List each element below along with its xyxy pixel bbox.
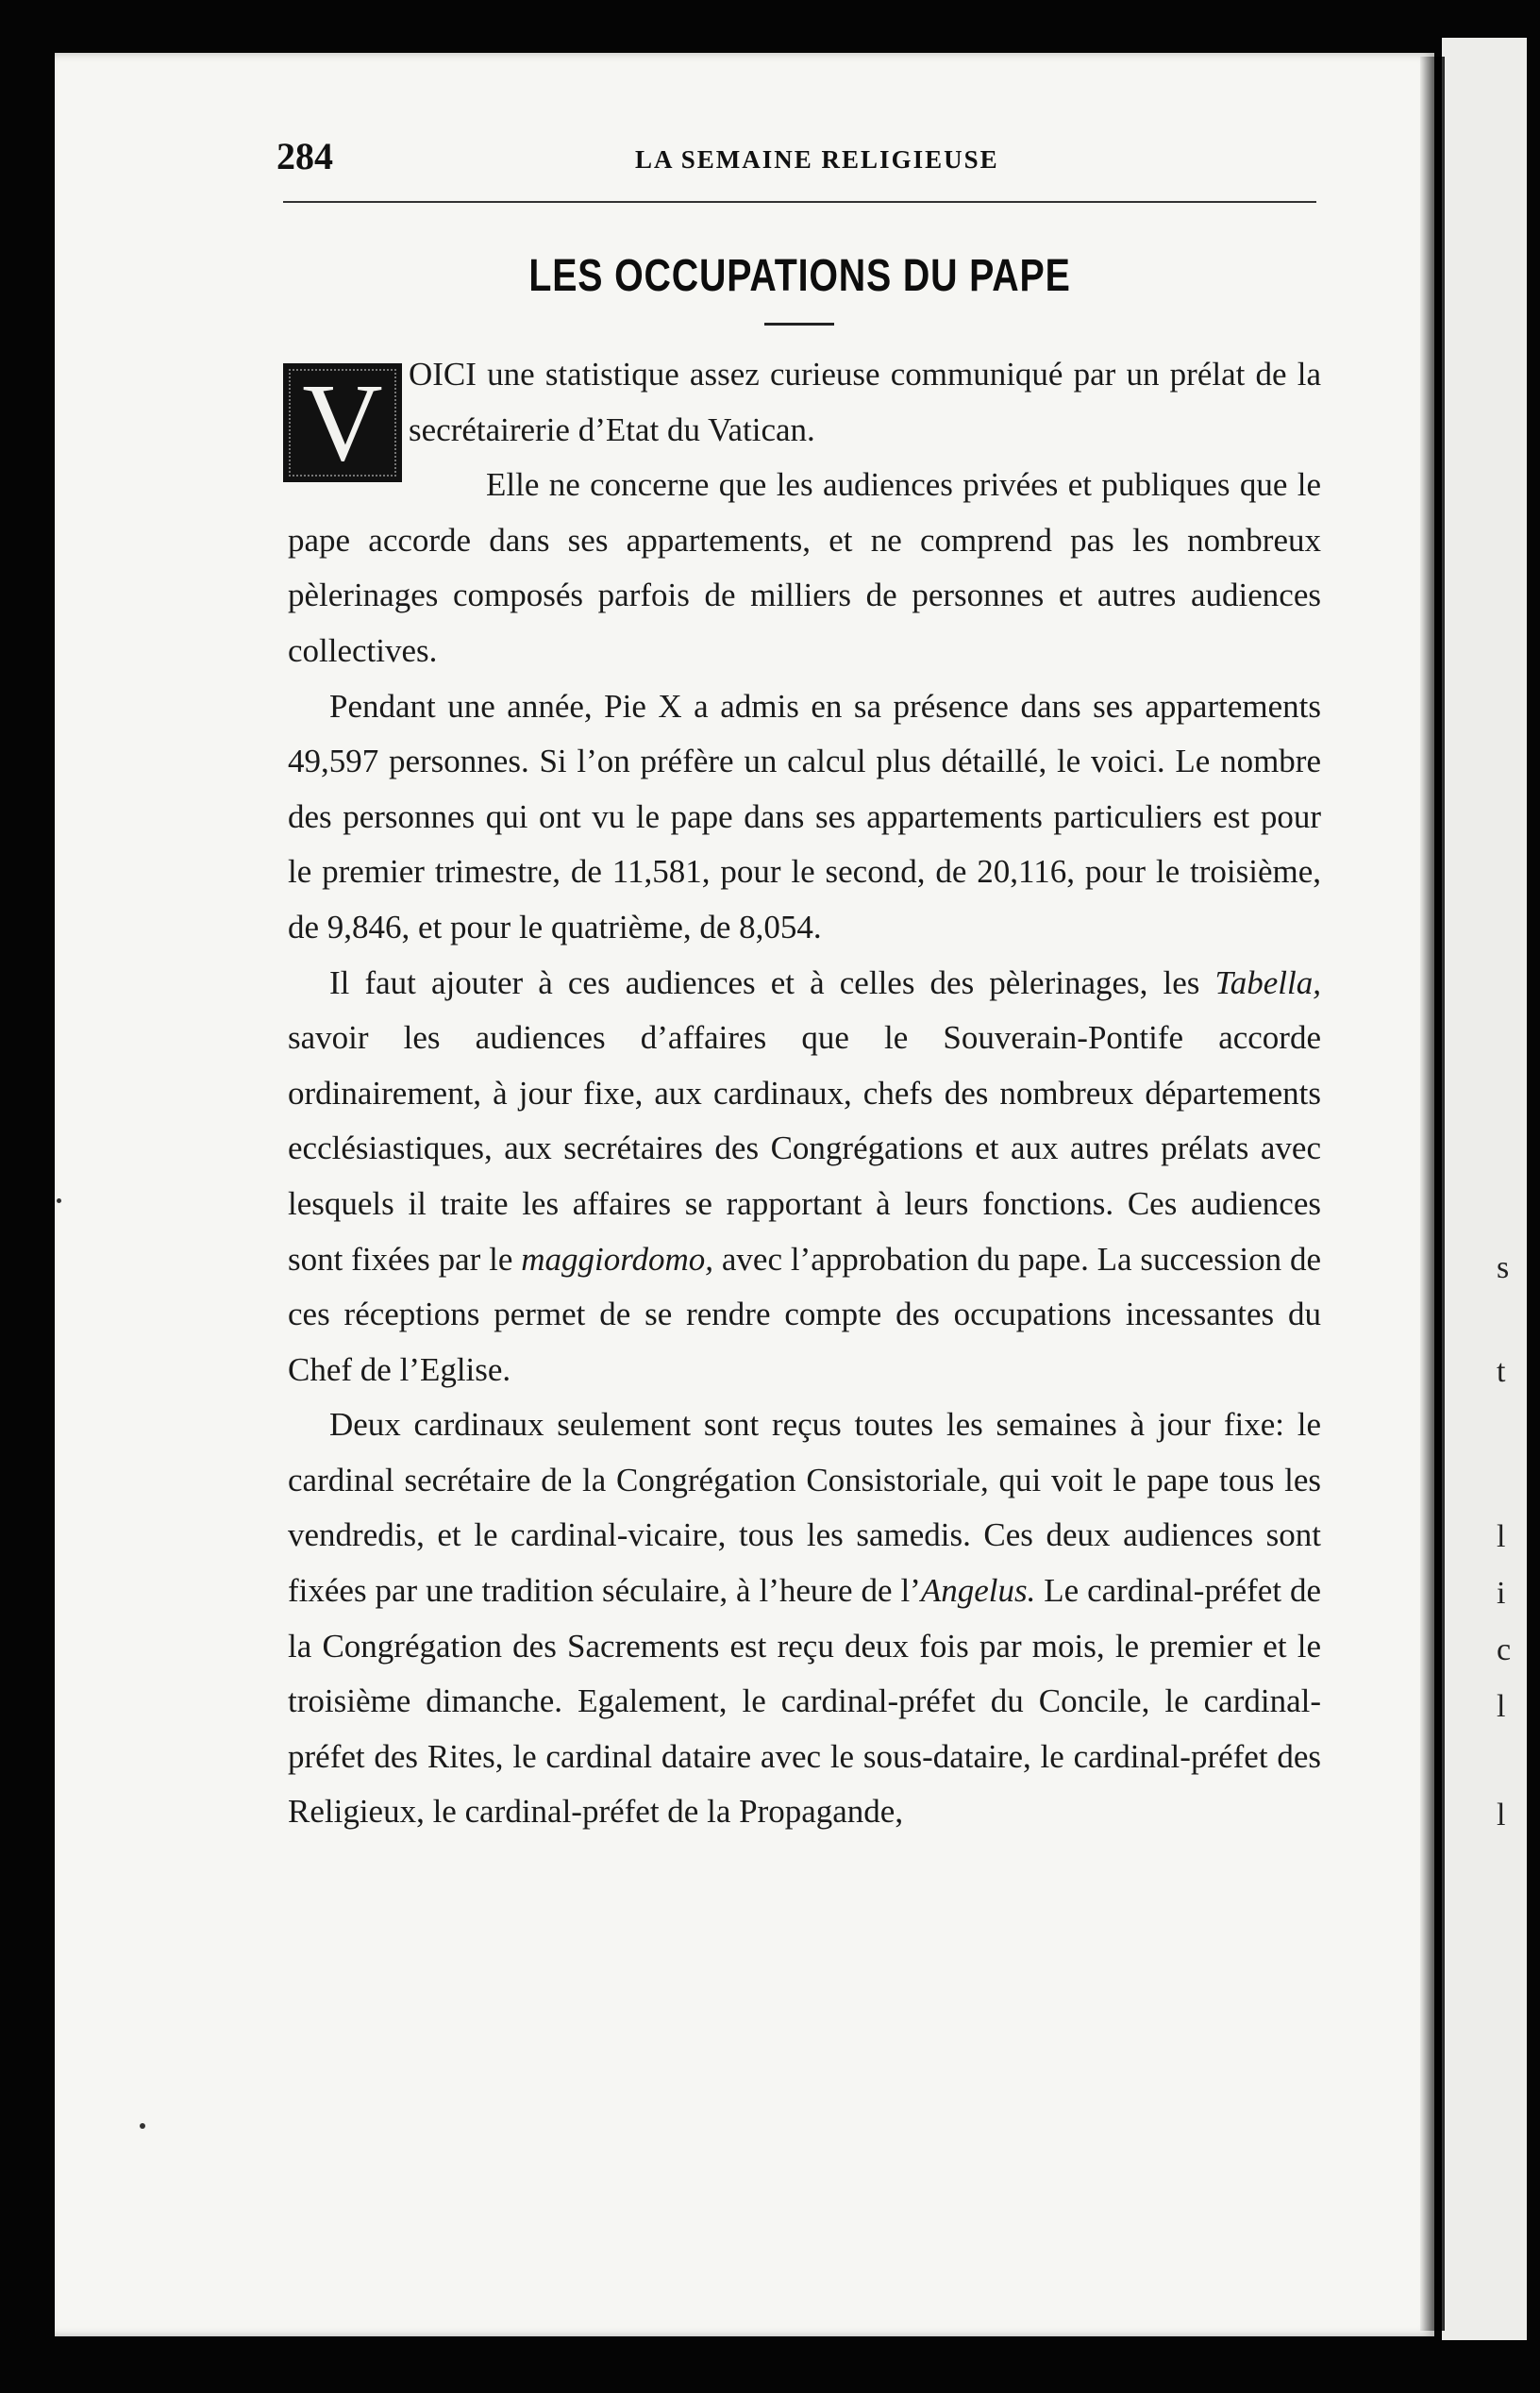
running-head <box>276 134 1319 181</box>
paragraph-3-text: Pendant une année, Pie X a admis en sa présence dans ses appartements 49,597 personnes. Si l’on préfère un calcul plus détaillé, le voici. Le nombre des personnes qui ont vu le pape dans ses appartements particuliers est pour le premier trimestre, de 11,581, pour le second, de 20,116, pour le troisième, de 9,846, et pour le quatrième, de 8,054. <box>288 687 1321 945</box>
paragraph-3 <box>288 679 1321 956</box>
facing-page-edge <box>1442 38 1527 2340</box>
facing-fragment: l <box>1497 1519 1506 1554</box>
scan-speck <box>140 2123 145 2129</box>
paragraph-1-text: OICI une statistique assez curieuse communiqué par un prélat de la secrétairerie d’Etat du Vatican. <box>409 356 1321 448</box>
paragraph-5-text-a: Deux cardinaux seulement sont reçus toutes les semaines à jour fixe: le cardinal secrétaire de la Congrégation Consistoriale, qui voit le pape tous les vendredis, et le cardinal-vicaire, tous les samedis. Ces deux audiences sont fixées par une tradition séculaire, à l’heure de l’ <box>288 1406 1321 1610</box>
facing-fragment: i <box>1497 1576 1506 1611</box>
paragraph-4-text-b: savoir les audiences d’affaires que le Souverain-Pontife accorde ordinairement, à jour fixe, aux cardinaux, chefs des nombreux départements ecclésiastiques, aux secrétaires des Congrégations et aux autres prélats avec lesquels il traite les affaires se rapportant à leurs fonctions. Ces audiences sont fixées par le <box>288 1019 1321 1278</box>
facing-fragment: t <box>1497 1354 1506 1389</box>
article-body <box>288 347 1321 1840</box>
journal-title: LA SEMAINE RELIGIEUSE <box>635 145 999 174</box>
paragraph-5-text-b: Le cardinal-préfet de la Congrégation des Sacrements est reçu deux fois par mois, le premier et le troisième dimanche. Egalement, le cardinal-préfet du Concile, le cardinal-préfet des Rites, le cardinal dataire avec le sous-dataire, le cardinal-préfet des Religieux, le cardinal-préfet de la Propagande, <box>288 1572 1322 1831</box>
facing-fragment: l <box>1497 1689 1506 1724</box>
paragraph-5 <box>288 1397 1321 1840</box>
paragraph-4-text-a: Il faut ajouter à ces audiences et à celles des pèlerinages, les <box>329 963 1215 1001</box>
facing-fragment: s <box>1497 1250 1510 1285</box>
title-rule <box>764 323 834 326</box>
facing-fragment: c <box>1497 1632 1512 1667</box>
article-title: LES OCCUPATIONS DU PAPE <box>528 251 1071 301</box>
paragraph-4-italic-maggiordomo: maggiordomo, <box>521 1240 714 1278</box>
paragraph-4-text-c: avec l’approbation du pape. La succession de ces réceptions permet de se rendre compte des occupations incessantes du Chef de l’Eglise. <box>288 1240 1321 1388</box>
scan-speck <box>57 1198 61 1203</box>
header-rule <box>283 201 1316 203</box>
facing-fragment: l <box>1497 1798 1506 1832</box>
paragraph-4-italic-tabella: Tabella, <box>1214 963 1321 1001</box>
spine-shadow <box>1420 57 1445 2331</box>
page-number: 284 <box>276 135 333 177</box>
paragraph-4 <box>288 956 1321 1398</box>
paragraph-1 <box>288 347 1321 458</box>
paragraph-2 <box>288 458 1321 678</box>
paragraph-5-italic-angelus: Angelus. <box>920 1572 1036 1610</box>
paragraph-2-text: Elle ne concerne que les audiences privées et publiques que le pape accorde dans ses appartements, et ne comprend pas les nombreux pèlerinages composés parfois de milliers de personnes et autres audiences collectives. <box>288 466 1321 669</box>
drop-cap: V <box>283 363 402 482</box>
